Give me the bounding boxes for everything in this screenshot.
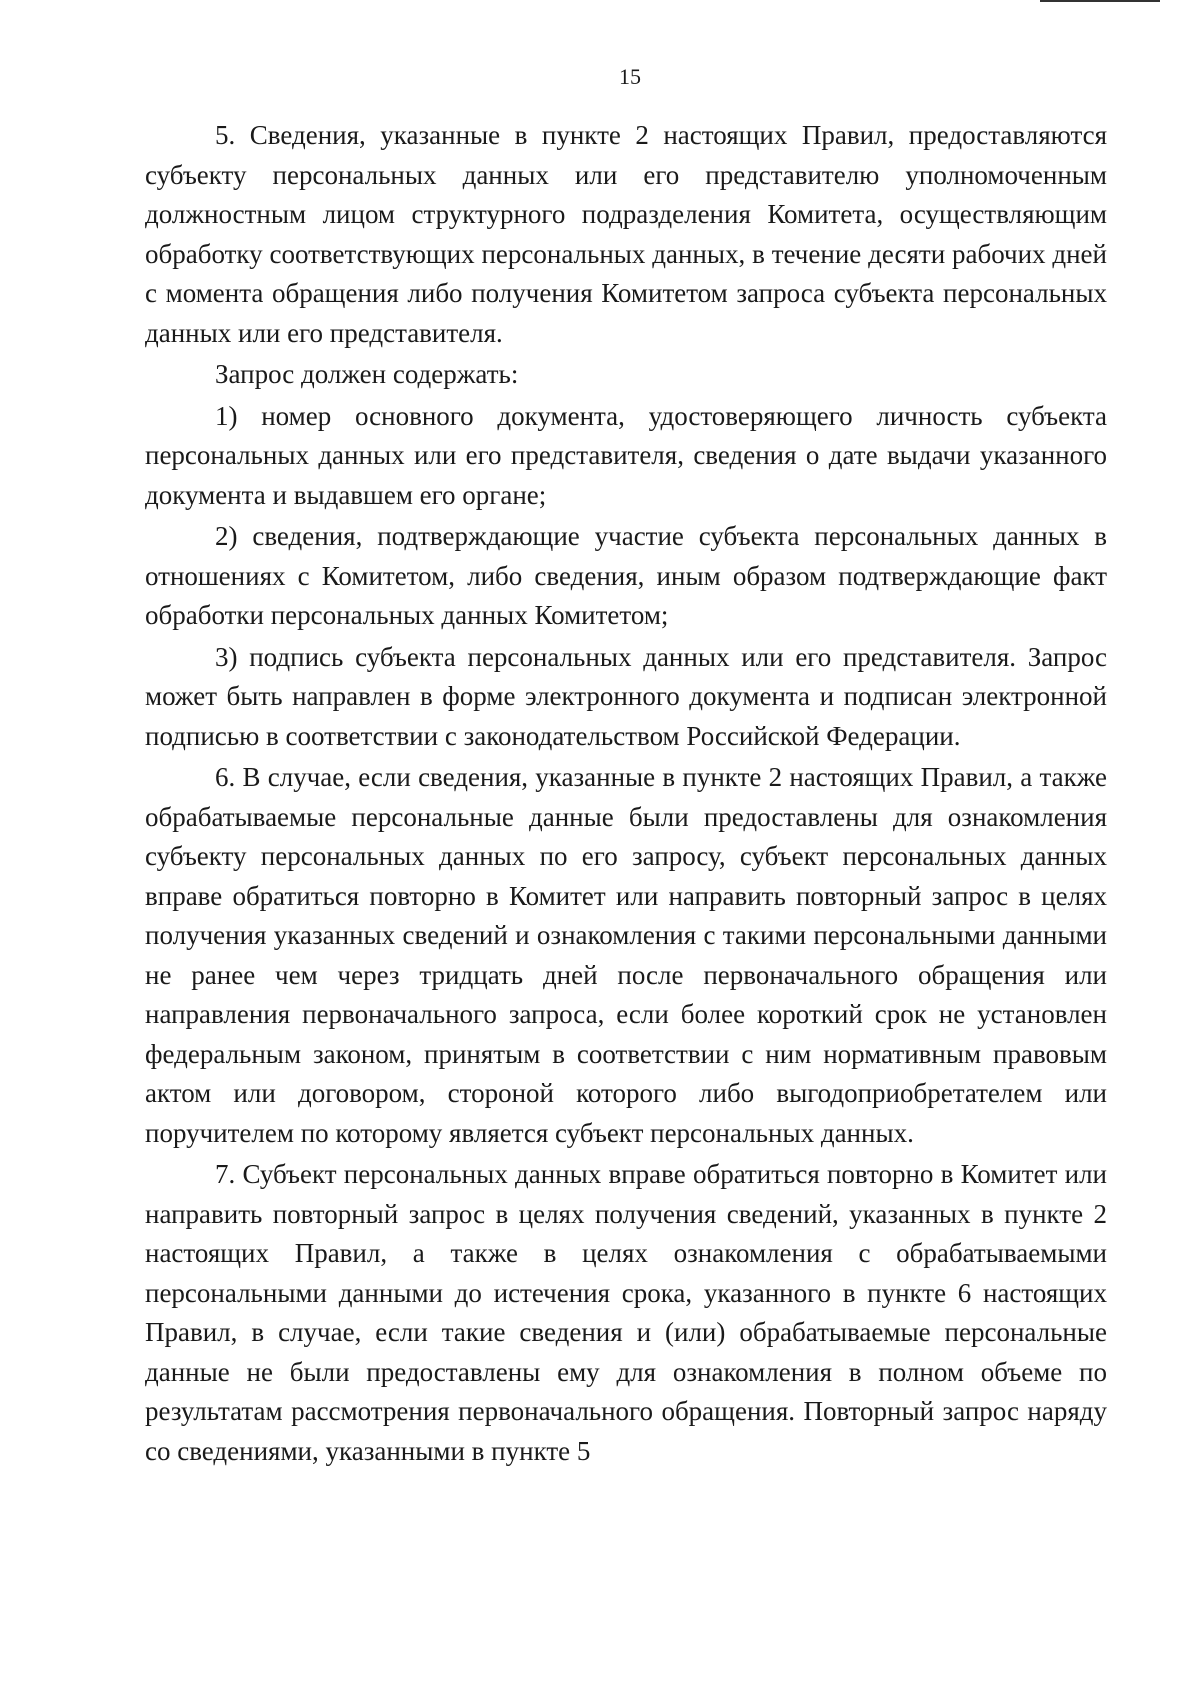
paragraph-item-2: 2) сведения, подтверждающие участие субъекта персональных данных в отношениях с Комитетом, либо сведения, иным образом подтверждающие факт обработки персональных данных Комитетом; — [145, 521, 1107, 630]
page-number: 15 — [619, 64, 641, 89]
paragraph-item-3: 3) подпись субъекта персональных данных или его представителя. Запрос может быть направлен в форме электронного документа и подписан электронной подписью в соответствии с законодательством Российской Федерации. — [145, 641, 1107, 751]
document-body — [145, 116, 1107, 1471]
paragraph-6: 6. В случае, если сведения, указанные в пункте 2 настоящих Правил, а также обрабатываемые персональные данные были предоставлены для ознакомления субъекту персональных данных по его запросу, субъект персональных данных вправе обратиться повторно в Комитет или направить повторный запрос в целях получения указанных сведений и ознакомления с такими персональными данными не ранее чем через тридцать дней после первоначального обращения или направления первоначального запроса, если более короткий срок не установлен федеральным законом, принятым в соответствии с ним нормативным правовым актом или договором, стороной которого либо выгодоприобретателем или поручителем по которому является субъект персональных данных. — [145, 762, 1107, 1148]
top-rule — [1040, 0, 1160, 2]
paragraph-request-intro: Запрос должен содержать: — [215, 359, 519, 389]
paragraph-7: 7. Субъект персональных данных вправе обратиться повторно в Комитет или направить повторный запрос в целях получения сведений, указанных в пункте 2 настоящих Правил, а также в целях ознакомления с обрабатываемыми персональными данными до истечения срока, указанного в пункте 6 настоящих Правил, в случае, если такие сведения и (или) обрабатываемые персональные данные не были предоставлены ему для ознакомления в полном объеме по результатам рассмотрения первоначального обращения. Повторный запрос наряду со сведениями, указанными в пункте 5 — [145, 1159, 1107, 1466]
paragraph-item-1: 1) номер основного документа, удостоверяющего личность субъекта персональных данных или его представителя, сведения о дате выдачи указанного документа и выдавшем его органе; — [145, 400, 1107, 510]
paragraph-5: 5. Сведения, указанные в пункте 2 настоящих Правил, предоставляются субъекту персональных данных или его представителю уполномоченным должностным лицом структурного подразделения Комитета, осуществляющим обработку соответствующих персональных данных, в течение десяти рабочих дней с момента обращения либо получения Комитетом запроса субъекта персональных данных или его представителя. — [145, 120, 1107, 348]
